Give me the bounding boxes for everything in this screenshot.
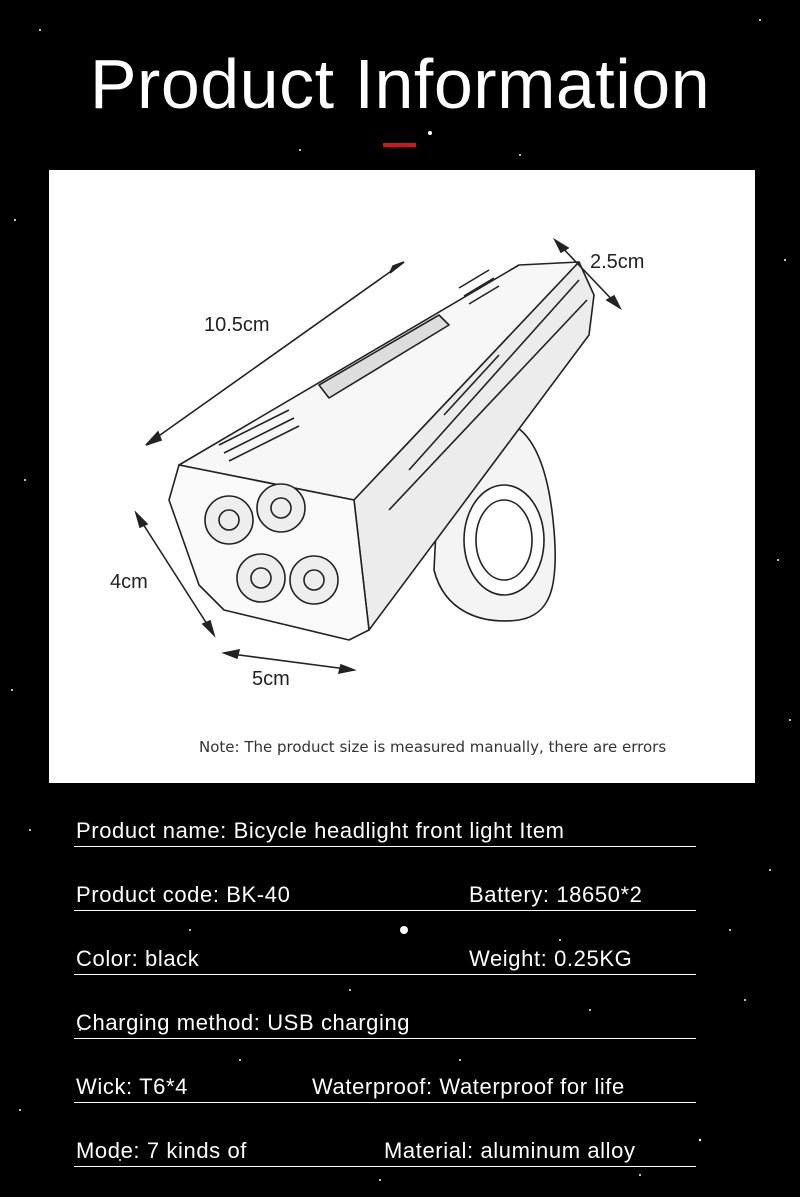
spec-mode: Mode: 7 kinds of	[76, 1138, 248, 1163]
page-title: Product Information	[89, 45, 711, 123]
spec-wick: Wick: T6*4	[76, 1074, 188, 1099]
spec-product-code: Product code: BK-40	[76, 882, 291, 907]
spec-row-color-weight	[74, 938, 696, 975]
depth-label: 2.5cm	[590, 251, 645, 273]
spec-charging: Charging method: USB charging	[76, 1010, 411, 1035]
spec-row-product-name	[74, 810, 696, 847]
spec-waterproof: Waterproof: Waterproof for life	[312, 1074, 625, 1099]
spec-weight: Weight: 0.25KG	[469, 946, 633, 971]
spec-color: Color: black	[76, 946, 200, 971]
measurement-note: Note: The product size is measured manually, there are errors	[199, 738, 667, 756]
headlight-sketch	[49, 170, 755, 783]
spec-material: Material: aluminum alloy	[384, 1138, 636, 1163]
spec-row-charging	[74, 1002, 696, 1039]
product-dimension-panel	[49, 170, 755, 783]
width-label: 5cm	[252, 668, 290, 690]
spec-row-mode-material	[74, 1130, 696, 1167]
spec-product-name: Product name: Bicycle headlight front light Item	[76, 818, 565, 843]
spec-row-code-battery	[74, 874, 696, 911]
length-label: 10.5cm	[204, 314, 270, 336]
height-label: 4cm	[110, 571, 148, 593]
spec-row-wick-waterproof	[74, 1066, 696, 1103]
spec-battery: Battery: 18650*2	[469, 882, 643, 907]
title-accent-bar	[383, 143, 416, 147]
